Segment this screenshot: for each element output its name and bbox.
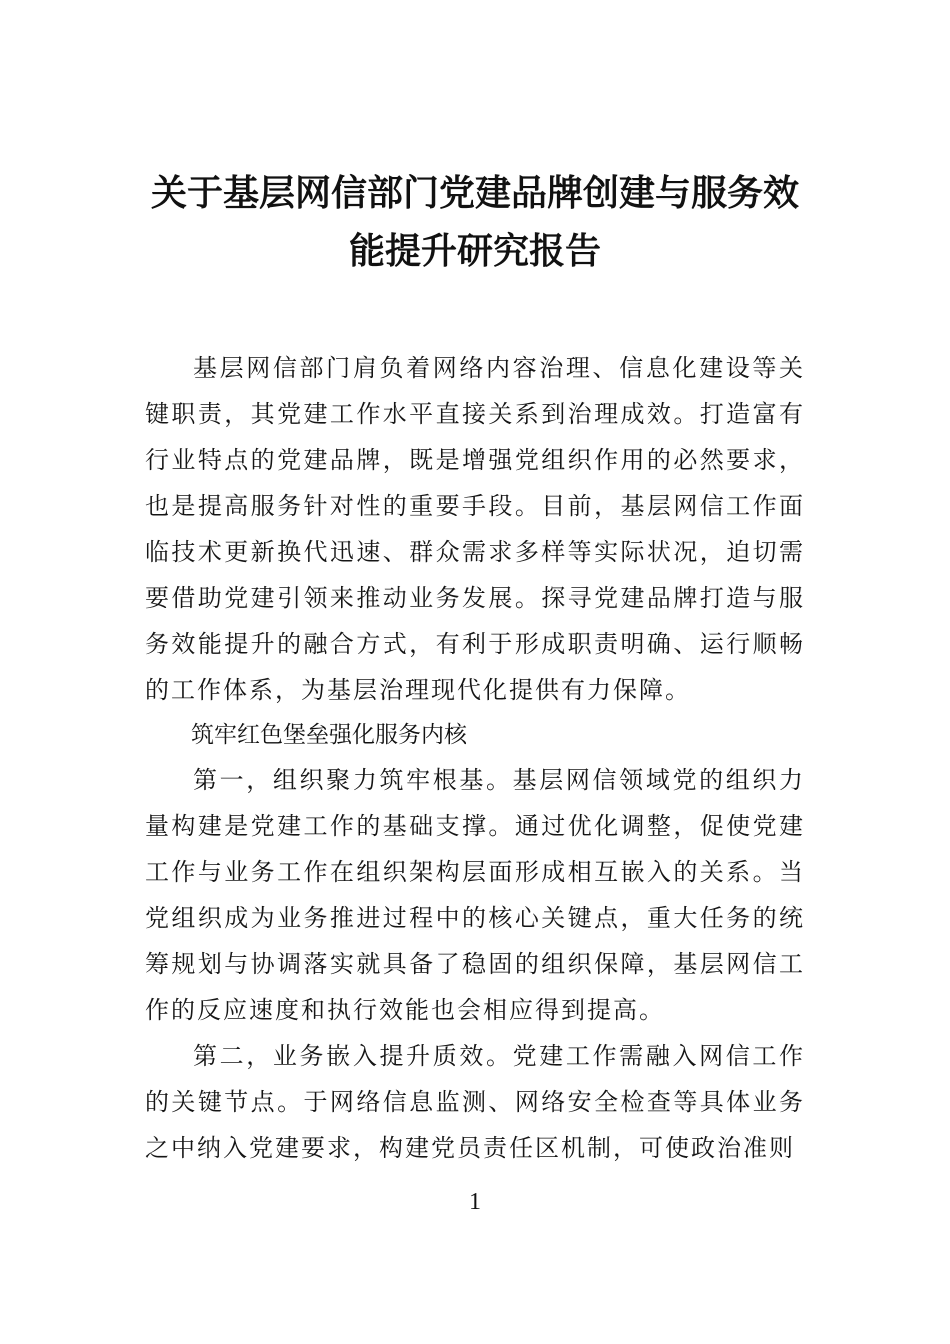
section-heading: 筑牢红色堡垒强化服务内核 <box>191 722 467 748</box>
page-number: 1 <box>469 1189 481 1215</box>
title-line-1: 关于基层网信部门党建品牌创建与服务效 <box>150 173 799 214</box>
first-point-paragraph: 第一，组织聚力筑牢根基。基层网信领域党的组织力量构建是党建工作的基础支撑。通过优化调整，促使党建工作与业务工作在组织架构层面形成相互嵌入的关系。当党组织成为业务推进过程中的核心关键点，重大任务的统筹规划与协调落实就具备了稳固的组织保障，基层网信工作的反应速度和执行效能也会相应得到提高。 <box>145 766 805 1024</box>
document-title <box>150 165 800 281</box>
document-body <box>145 345 805 1171</box>
intro-paragraph: 基层网信部门肩负着网络内容治理、信息化建设等关键职责，其党建工作水平直接关系到治理成效。打造富有行业特点的党建品牌，既是增强党组织作用的必然要求，也是提高服务针对性的重要手段。目前，基层网信工作面临技术更新换代迅速、群众需求多样等实际状况，迫切需要借助党建引领来推动业务发展。探寻党建品牌打造与服务效能提升的融合方式，有利于形成职责明确、运行顺畅的工作体系，为基层治理现代化提供有力保障。 <box>145 354 805 704</box>
second-point-paragraph: 第二，业务嵌入提升质效。党建工作需融入网信工作的关键节点。于网络信息监测、网络安全检查等具体业务之中纳入党建要求，构建党员责任区机制，可使政治准则 <box>145 1042 805 1162</box>
title-line-2: 能提升研究报告 <box>348 231 601 272</box>
